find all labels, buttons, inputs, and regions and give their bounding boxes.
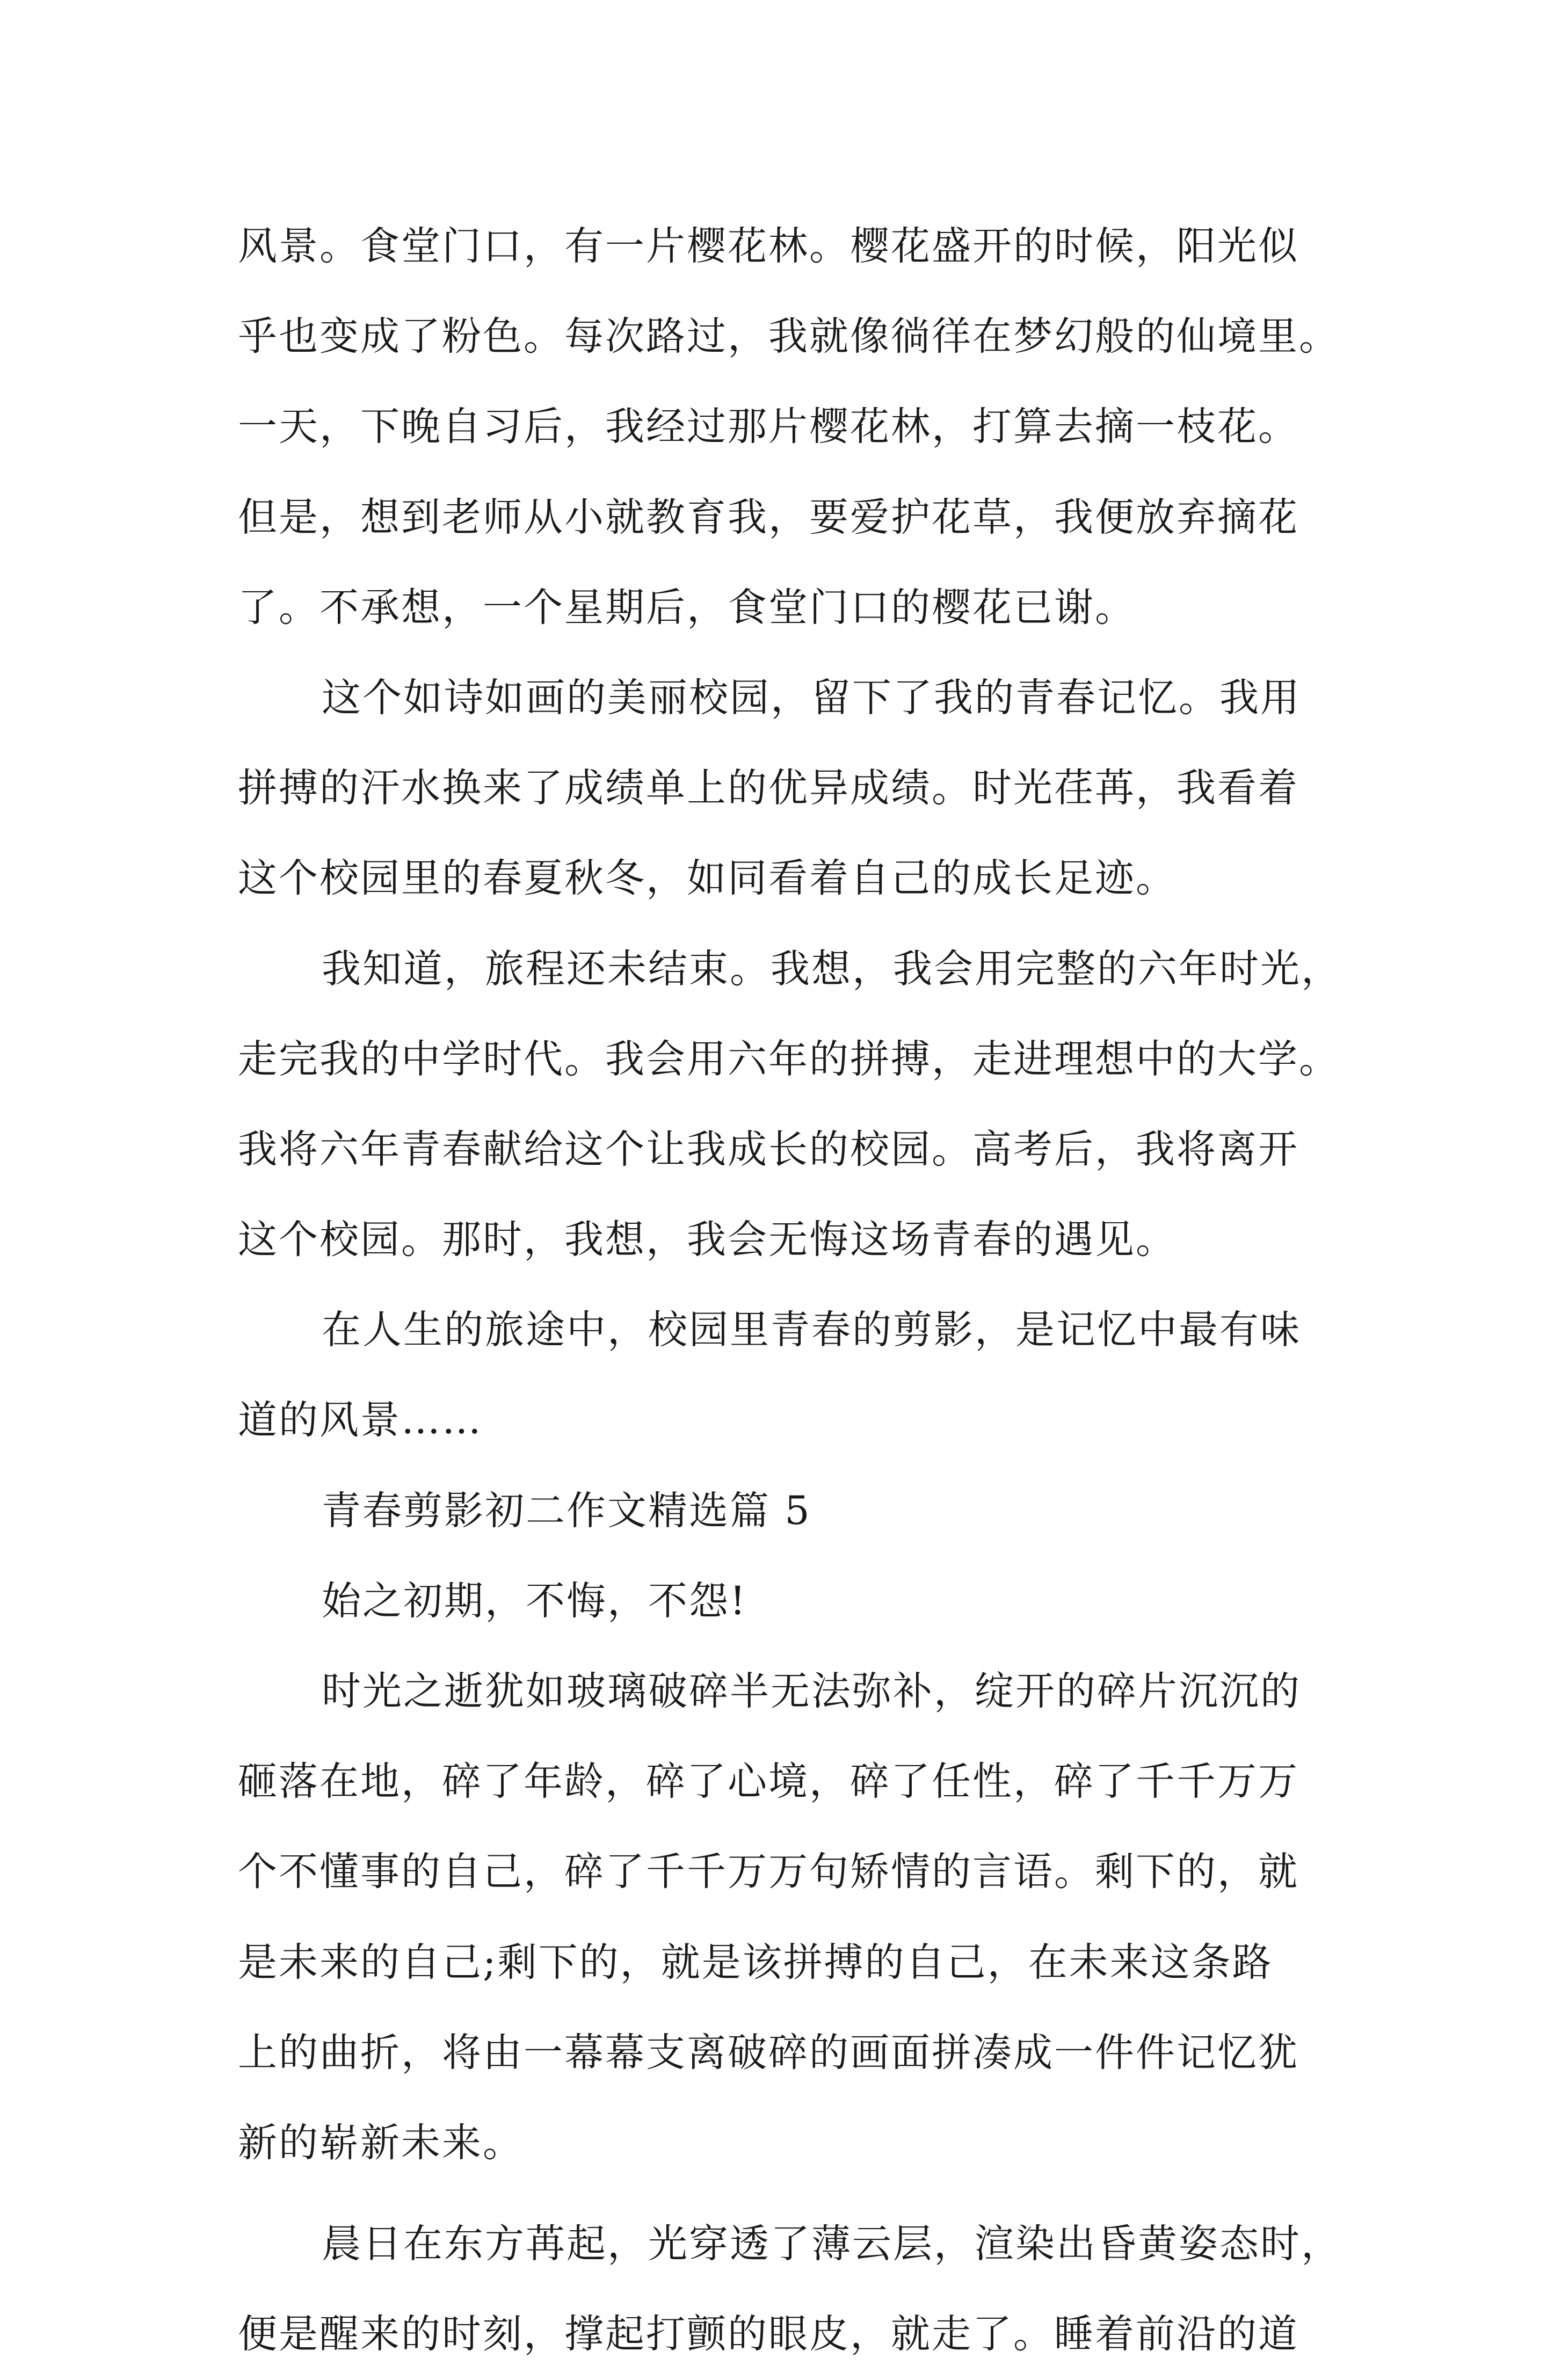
text-line: 个不懂事的自己，碎了千千万万句矫情的言语。剩下的，就 xyxy=(238,1849,1299,1895)
text-line: 砸落在地，碎了年龄，碎了心境，碎了任性，碎了千千万万 xyxy=(238,1759,1299,1805)
section-heading: 青春剪影初二作文精选篇 5 xyxy=(322,1488,811,1534)
text-line: 走完我的中学时代。我会用六年的拼搏，走进理想中的大学。 xyxy=(238,1036,1340,1082)
text-line: 风景。食堂门口，有一片樱花林。樱花盛开的时候，阳光似 xyxy=(238,223,1299,269)
text-line: 新的崭新未来。 xyxy=(238,2120,524,2166)
text-line: 乎也变成了粉色。每次路过，我就像徜徉在梦幻般的仙境里。 xyxy=(238,314,1340,360)
paragraph-start-line: 这个如诗如画的美丽校园，留下了我的青春记忆。我用 xyxy=(322,674,1301,721)
paragraph-start-line: 时光之逝犹如玻璃破碎半无法弥补，绽开的碎片沉沉的 xyxy=(322,1668,1301,1714)
text-line: 上的曲折，将由一幕幕支离破碎的画面拼凑成一件件记忆犹 xyxy=(238,2029,1299,2076)
text-line: 道的风景…… xyxy=(238,1397,483,1443)
paragraph-gap xyxy=(238,2188,1328,2199)
text-line: 了。不承想，一个星期后，食堂门口的樱花已谢。 xyxy=(238,584,1136,630)
text-line: 便是醒来的时刻，撑起打颤的眼皮，就走了。睡着前沿的道 xyxy=(238,2311,1299,2357)
paragraph-start-line: 在人生的旅途中，校园里青春的剪影，是记忆中最有味 xyxy=(322,1307,1301,1353)
text-line: 这个校园里的春夏秋冬，如同看着自己的成长足迹。 xyxy=(238,855,1177,902)
document-body xyxy=(238,201,1342,2380)
text-line: 我将六年青春献给这个让我成长的校园。高考后，我将离开 xyxy=(238,1126,1299,1172)
paragraph-start-line: 我知道，旅程还未结束。我想，我会用完整的六年时光， xyxy=(322,946,1342,992)
text-line: 一天，下晚自习后，我经过那片樱花林，打算去摘一枝花。 xyxy=(238,404,1299,450)
text-line: 这个校园。那时，我想，我会无悔这场青春的遇见。 xyxy=(238,1217,1177,1263)
text-line: 但是，想到老师从小就教育我，要爱护花草，我便放弃摘花 xyxy=(238,494,1299,540)
paragraph-start-line: 晨日在东方苒起，光穿透了薄云层，渲染出昏黄姿态时， xyxy=(322,2221,1342,2267)
text-line: 拼搏的汗水换来了成绩单上的优异成绩。时光荏苒，我看着 xyxy=(238,765,1299,811)
text-line: 是未来的自己;剩下的，就是该拼搏的自己，在未来这条路 xyxy=(238,1939,1273,1985)
paragraph-start-line: 始之初期，不悔，不怨! xyxy=(322,1578,747,1624)
